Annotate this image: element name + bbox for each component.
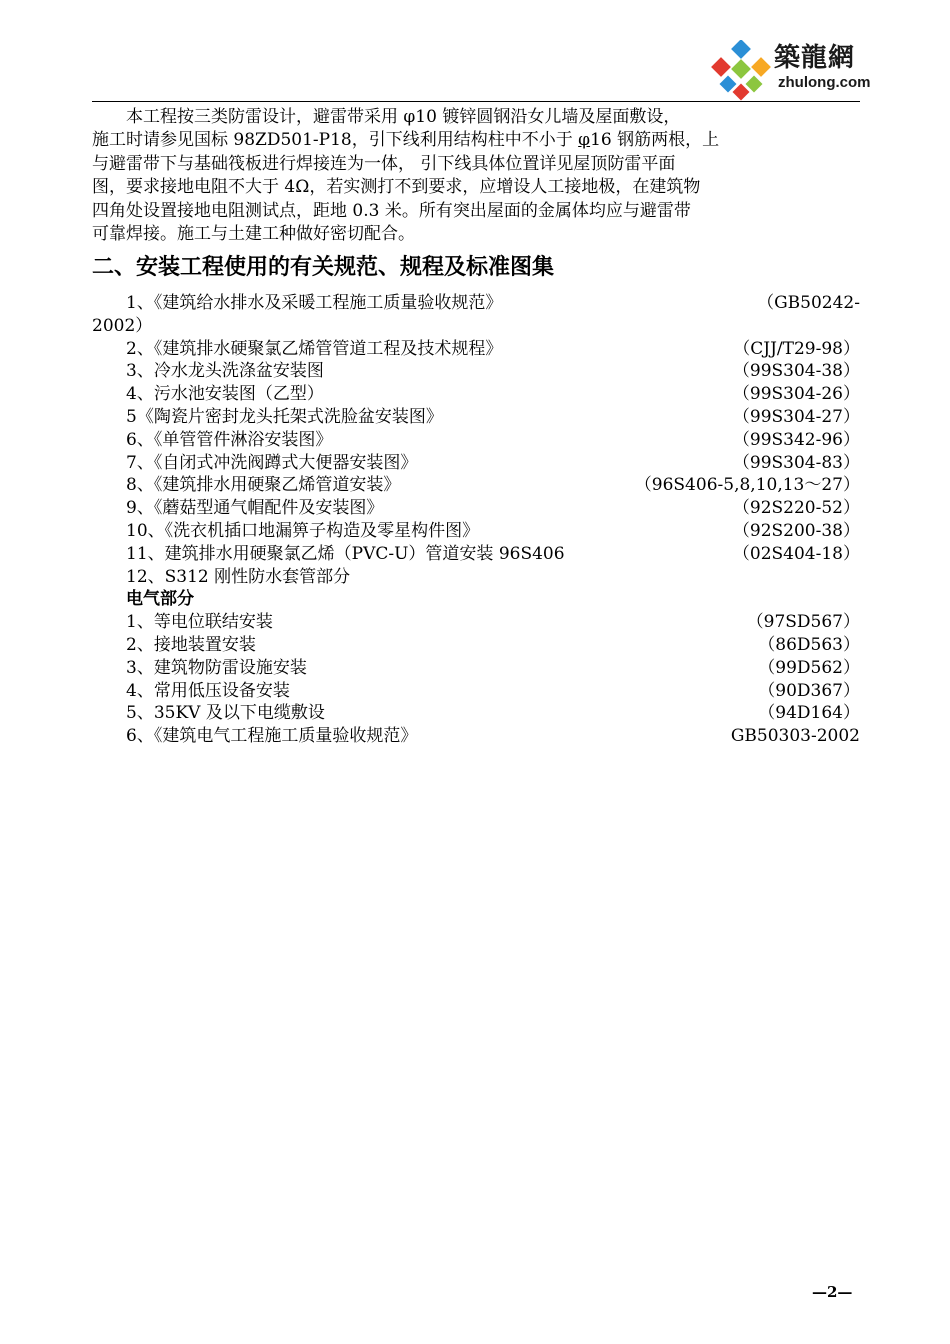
intro-paragraph xyxy=(92,106,860,246)
section-title: 二、安装工程使用的有关规范、规程及标准图集 xyxy=(92,255,555,280)
list-item: 7、《自闭式冲洗阀蹲式大便器安装图》 （99S304-83） xyxy=(126,452,860,473)
intro-line: 施工时请参见国标 98ZD501-P18，引下线利用结构柱中不小于 φ16 钢筋两根，上 xyxy=(92,130,720,151)
list-item: 1、等电位联结安装 （97SD567） xyxy=(126,612,860,633)
list-item: 5、35KV 及以下电缆敷设 （94D164） xyxy=(126,703,860,724)
logo-chinese-text: 築龍網 xyxy=(774,43,856,73)
zhulong-logo xyxy=(708,40,878,102)
standards-list xyxy=(92,292,866,748)
list-item: 2、接地装置安装 （86D563） xyxy=(126,634,860,655)
list-item: 6、《建筑电气工程施工质量验收规范》 GB50303-2002 xyxy=(126,726,860,747)
list-item: 3、建筑物防雷设施安装 （99D562） xyxy=(126,657,860,678)
list-item: 11、建筑排水用硬聚氯乙烯（PVC-U）管道安装 96S406 （02S404-18） xyxy=(126,543,860,564)
list-item: 9、《蘑菇型通气帽配件及安装图》 （92S220-52） xyxy=(126,498,860,519)
intro-line: 可靠焊接。施工与土建工种做好密切配合。 xyxy=(92,224,415,245)
intro-line: 图，要求接地电阻不大于 4Ω，若实测打不到要求，应增设人工接地极，在建筑物 xyxy=(92,177,701,198)
list-item: 2002） xyxy=(92,315,153,336)
page-number: —2— xyxy=(812,1283,853,1301)
zhulong-logo-mark-icon xyxy=(708,40,774,102)
list-item: 2、《建筑排水硬聚氯乙烯管管道工程及技术规程》 （CJJ/T29-98） xyxy=(126,338,860,359)
phi-underlined: φ xyxy=(578,130,591,151)
list-item: 5《陶瓷片密封龙头托架式洗脸盆安装图》 （99S304-27） xyxy=(126,406,860,427)
logo-url-text: zhulong.com xyxy=(778,74,871,91)
list-item: 10、《洗衣机插口地漏箅子构造及零星构件图》 （92S200-38） xyxy=(126,520,860,541)
intro-line: 与避雷带下与基础筏板进行焊接连为一体， 引下线具体位置详见屋顶防雷平面 xyxy=(92,153,676,174)
list-item: 8、《建筑排水用硬聚乙烯管道安装》 （96S406-5,8,10,13～27） xyxy=(126,475,860,496)
electrical-heading: 电气部分 xyxy=(126,589,194,610)
list-item: 1、《建筑给水排水及采暖工程施工质量验收规范》 （GB50242- xyxy=(126,293,860,313)
list-item: 12、S312 刚性防水套管部分 xyxy=(126,566,351,587)
list-item: 6、《单管管件淋浴安装图》 （99S342-96） xyxy=(126,429,860,450)
list-item: 3、冷水龙头洗涤盆安装图 （99S304-38） xyxy=(126,361,860,382)
header-divider xyxy=(92,101,860,102)
list-item: 4、污水池安装图（乙型） （99S304-26） xyxy=(126,384,860,405)
intro-line: 本工程按三类防雷设计，避雷带采用 φ10 镀锌圆钢沿女儿墙及屋面敷设， xyxy=(126,107,681,127)
intro-line: 四角处设置接地电阻测试点，距地 0.3 米。所有突出屋面的金属体均应与避雷带 xyxy=(92,200,691,221)
list-item: 4、常用低压设备安装 （90D367） xyxy=(126,680,860,701)
